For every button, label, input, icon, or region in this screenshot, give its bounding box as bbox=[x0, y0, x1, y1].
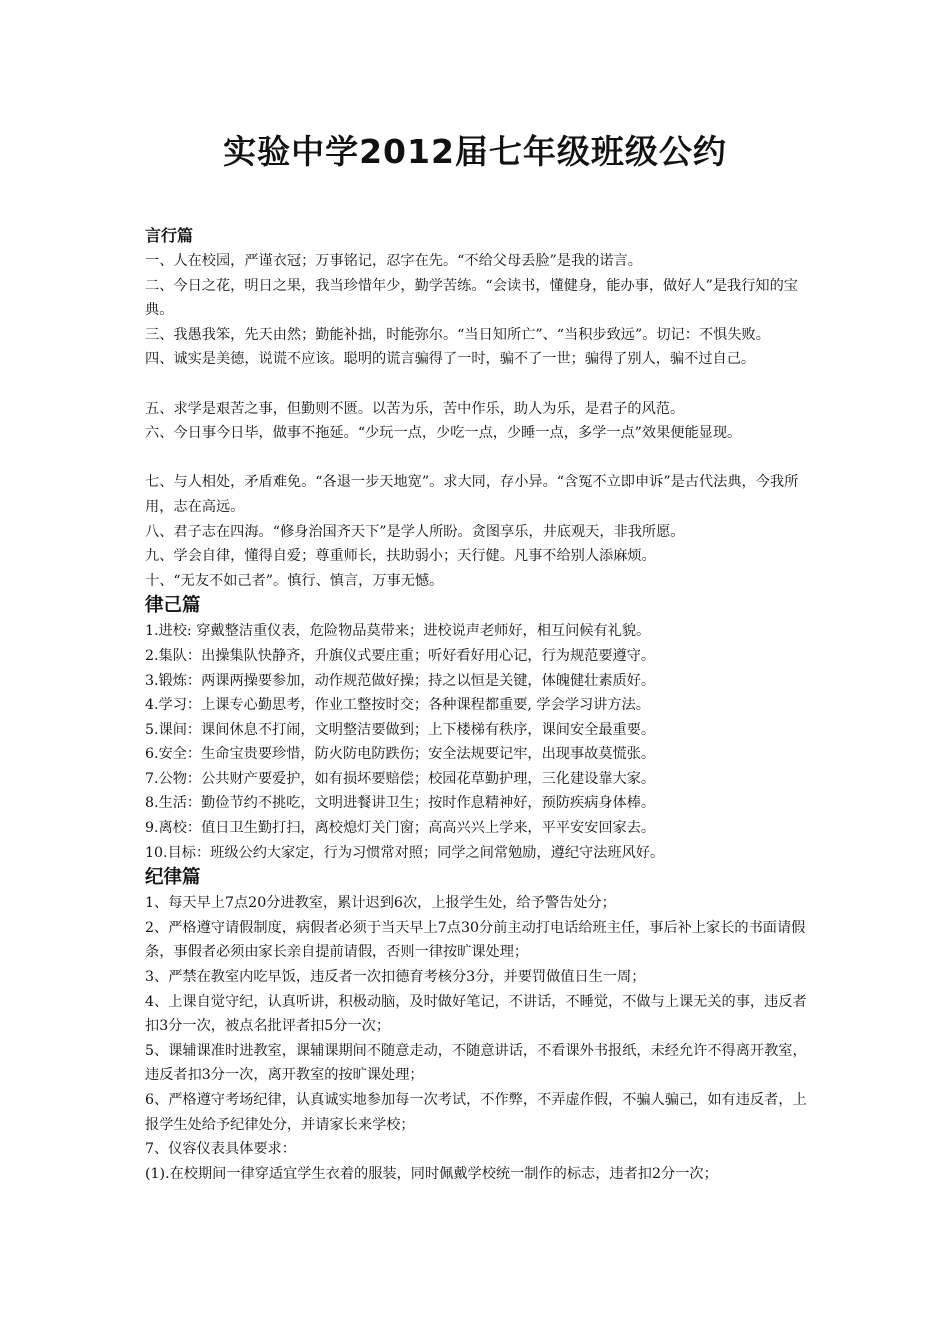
section-heading-lvji: 律己篇 bbox=[145, 595, 201, 617]
paragraph: 一、人在校园，严谨衣冠；万事铭记，忍字在先。“不给父母丢脸”是我的诺言。 bbox=[145, 253, 642, 269]
blank-line bbox=[145, 446, 820, 471]
discipline-item: 6、严格遵守考场纪律，认真诚实地参加每一次考试，不作弊，不弄虚作假，不骗人骗己，如有违反者，上报学生处给予纪律处分，并请家长来学校； bbox=[145, 1092, 807, 1133]
discipline-item: 5、课辅课准时进教室，课辅课期间不随意走动，不随意讲话，不看课外书报纸，未经允许不得离开教室，违反者扣3分一次，离开教室的按旷课处理； bbox=[145, 1042, 807, 1084]
rule-item: 8.生活：勤俭节约不挑吃，文明进餐讲卫生；按时作息精神好，预防疾病身体棒。 bbox=[145, 795, 656, 812]
rule-item: 4.学习：上课专心勤思考，作业工整按时交；各种课程都重要, 学会学习讲方法。 bbox=[145, 697, 650, 714]
paragraph: 四、诚实是美德，说谎不应该。聪明的谎言骗得了一时，骗不了一世；骗得了别人，骗不过自己。 bbox=[145, 351, 756, 368]
discipline-item: 7、仪容仪表具体要求： bbox=[145, 1141, 296, 1158]
rule-item: 9.离校：值日卫生勤打扫，离校熄灯关门窗；高高兴兴上学来，平平安安回家去。 bbox=[145, 820, 656, 837]
discipline-item: 3、严禁在教室内吃早饭，违反者一次扣德育考核分3分，并要罚做值日生一周； bbox=[145, 969, 646, 986]
rule-item: 2.集队：出操集队快静齐，升旗仪式要庄重；听好看好用心记，行为规范要遵守。 bbox=[145, 647, 656, 664]
discipline-item: 2、严格遵守请假制度，病假者必须于当天早上7点30分前主动打电话给班主任，事后补上家长的书面请假条，事假者必须由家长亲自提前请假，否则一律按旷课处理； bbox=[145, 919, 806, 961]
paragraph: 三、我愚我笨，先天由然；勤能补拙，时能弥尔。“当日知所亡”、“当积步致远”。切记：不惧失败。 bbox=[145, 326, 770, 343]
discipline-item: (1).在校期间一律穿适宜学生衣着的服装，同时佩戴学校统一制作的标志，违者扣2分一次； bbox=[145, 1165, 718, 1182]
section-heading-yanxing: 言行篇 bbox=[145, 226, 194, 245]
rule-item: 7.公物：公共财产要爱护，如有损坏要赔偿；校园花草勤护理，三化建设靠大家。 bbox=[145, 770, 656, 787]
rule-item: 3.锻炼：两课两操要参加，动作规范做好操；持之以恒是关键，体魄健壮素质好。 bbox=[145, 672, 656, 689]
document-body bbox=[145, 222, 820, 1186]
paragraph: 十、“无友不如己者”。慎行、慎言，万事无憾。 bbox=[145, 572, 444, 589]
discipline-item: 4、上课自觉守纪，认真听讲，积极动脑，及时做好笔记，不讲话，不睡觉，不做与上课无关的事，违反者扣3分一次，被点名批评者扣5分一次； bbox=[145, 993, 807, 1035]
paragraph: 五、求学是艰苦之事，但勤则不匮。以苦为乐，苦中作乐，助人为乐，是君子的风范。 bbox=[145, 400, 685, 417]
paragraph: 九、学会自律，懂得自爱；尊重师长，扶助弱小；天行健。凡事不给别人添麻烦。 bbox=[145, 548, 656, 565]
rule-item: 5.课间：课间休息不打闹，文明整洁要做到；上下楼梯有秩序，课间安全最重要。 bbox=[145, 721, 656, 738]
discipline-item: 1、每天早上7点20分进教室，累计迟到6次，上报学生处，给予警告处分； bbox=[145, 895, 616, 912]
rule-item: 6.安全：生命宝贵要珍惜，防火防电防跌伤；安全法规要记牢，出现事故莫慌张。 bbox=[145, 746, 656, 763]
paragraph: 六、今日事今日毕，做事不拖延。“少玩一点，少吃一点，少睡一点，多学一点”效果便能显现。 bbox=[145, 425, 742, 442]
section-heading-jilv: 纪律篇 bbox=[145, 867, 201, 889]
paragraph: 八、君子志在四海。“修身治国齐天下”是学人所盼。贪图享乐，井底观天，非我所愿。 bbox=[145, 523, 685, 540]
rule-item: 10.目标：班级公约大家定，行为习惯常对照；同学之间常勉励，遵纪守法班风好。 bbox=[145, 844, 665, 861]
paragraph: 二、今日之花，明日之果，我当珍惜年少，勤学苦练。“会读书，懂健身，能办事，做好人”是我行知的宝典。 bbox=[145, 277, 798, 319]
paragraph: 七、与人相处，矛盾难免。“各退一步天地宽”。求大同，存小异。“含冤不立即申诉”是古代法典，今我所用，志在高远。 bbox=[145, 474, 799, 515]
blank-line bbox=[145, 372, 820, 397]
document-title: 实验中学2012届七年级班级公约 bbox=[223, 132, 727, 171]
rule-item: 1.进校: 穿戴整洁重仪表，危险物品莫带来；进校说声老师好，相互问候有礼貌。 bbox=[145, 623, 651, 640]
